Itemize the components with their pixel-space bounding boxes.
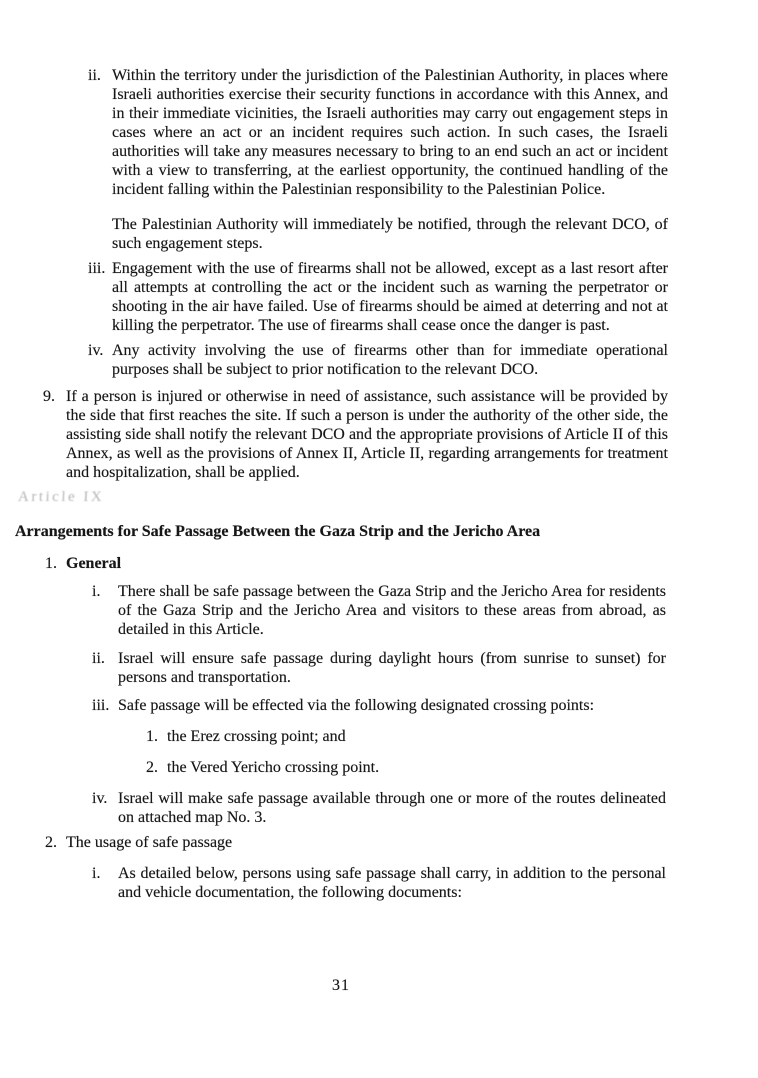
document-content (0, 66, 758, 902)
clause-9 (43, 387, 758, 482)
section-1-item-iii-sub-1-text: the Erez crossing point; and (167, 728, 346, 745)
clause-item-iv-text: Any activity involving the use of firearms other than for immediate operational purposes shall be subject to prior notification to the relevant DCO. (112, 342, 668, 378)
section-2-title: The usage of safe passage (66, 834, 233, 851)
article-heading: Arrangements for Safe Passage Between the Gaza Strip and the Jericho Area (15, 523, 541, 540)
section-1-item-i (92, 582, 758, 639)
section-1-item-ii-text: Israel will ensure safe passage during daylight hours (from sunrise to sunset) for persons and transportation. (118, 650, 666, 686)
clause-item-ii-text: Within the territory under the jurisdiction of the Palestinian Authority, in places where Israeli authorities exercise their security functions in accordance with this Annex, and in their immediate vicinities, the Israeli authorities may carry out engagement steps in cases where an act or an incident requires such action. In such cases, the Israeli authorities will take any measures necessary to bring to an end such an act or incident with a view to transferring, at the earliest opportunity, the continued handling of the incident falling within the Palestinian responsibility to the Palestinian Police. (112, 67, 668, 198)
section-1-item-iv (92, 789, 758, 827)
section-1-number: 1. (45, 555, 57, 572)
section-1-item-iii (92, 696, 758, 715)
clause-item-ii-continuation: The Palestinian Authority will immediately be notified, through the relevant DCO, of such engagement steps. (112, 216, 668, 252)
section-1-item-ii (92, 649, 758, 687)
section-2-title-row (45, 833, 758, 852)
clause-item-iii-text: Engagement with the use of firearms shall not be allowed, except as a last resort after all attempts at controlling the act or the incident such as warning the perpetrator or shooting in the air have failed. Use of firearms should be aimed at deterring and not at killing the perpetrator. The use of firearms shall cease once the danger is past. (112, 260, 668, 334)
section-1-item-ii-label: ii. (92, 650, 105, 667)
clause-item-iii (88, 259, 758, 335)
section-2-item-i (92, 864, 758, 902)
clause-item-ii (88, 66, 758, 199)
section-1-item-iii-sub-2-label: 2. (146, 759, 158, 776)
section-1-item-i-text: There shall be safe passage between the Gaza Strip and the Jericho Area for residents of the Gaza Strip and the Jericho Area and visitors to these areas from abroad, as detailed in this Article. (118, 583, 666, 638)
article-number-stamp: Article IX (17, 489, 105, 505)
section-2-item-i-text: As detailed below, persons using safe passage shall carry, in addition to the personal and vehicle documentation, the following documents: (118, 865, 666, 901)
page-number: 31 (332, 977, 350, 994)
clause-item-iii-label: iii. (88, 260, 106, 277)
section-1-item-iii-sub-1-label: 1. (146, 728, 158, 745)
section-1-item-iii-sub-1 (146, 727, 758, 746)
section-1-title: General (66, 555, 122, 572)
clause-item-ii-label: ii. (88, 67, 101, 84)
section-1-title-row (45, 554, 758, 573)
section-1-item-iv-label: iv. (92, 790, 108, 807)
section-1-item-iii-label: iii. (92, 697, 110, 714)
section-2-item-i-label: i. (92, 865, 101, 882)
section-1-item-iii-text: Safe passage will be effected via the following designated crossing points: (118, 697, 595, 714)
section-1-item-iii-sub-2-text: the Vered Yericho crossing point. (167, 759, 380, 776)
section-2-number: 2. (45, 834, 57, 851)
section-1-item-iii-sub-2 (146, 758, 758, 777)
clause-9-label: 9. (43, 388, 55, 405)
clause-9-text: If a person is injured or otherwise in need of assistance, such assistance will be provided by the side that first reaches the site. If such a person is under the authority of the other side, the assisting side shall notify the relevant DCO and the appropriate provisions of Article II of this Annex, as well as the provisions of Annex II, Article II, regarding arrangements for treatment and hospitalization, shall be applied. (66, 388, 668, 481)
section-1-item-i-label: i. (92, 583, 101, 600)
clause-item-iv (88, 341, 758, 379)
clause-item-iv-label: iv. (88, 342, 104, 359)
section-1-item-iv-text: Israel will make safe passage available through one or more of the routes delineated on attached map No. 3. (118, 790, 666, 826)
